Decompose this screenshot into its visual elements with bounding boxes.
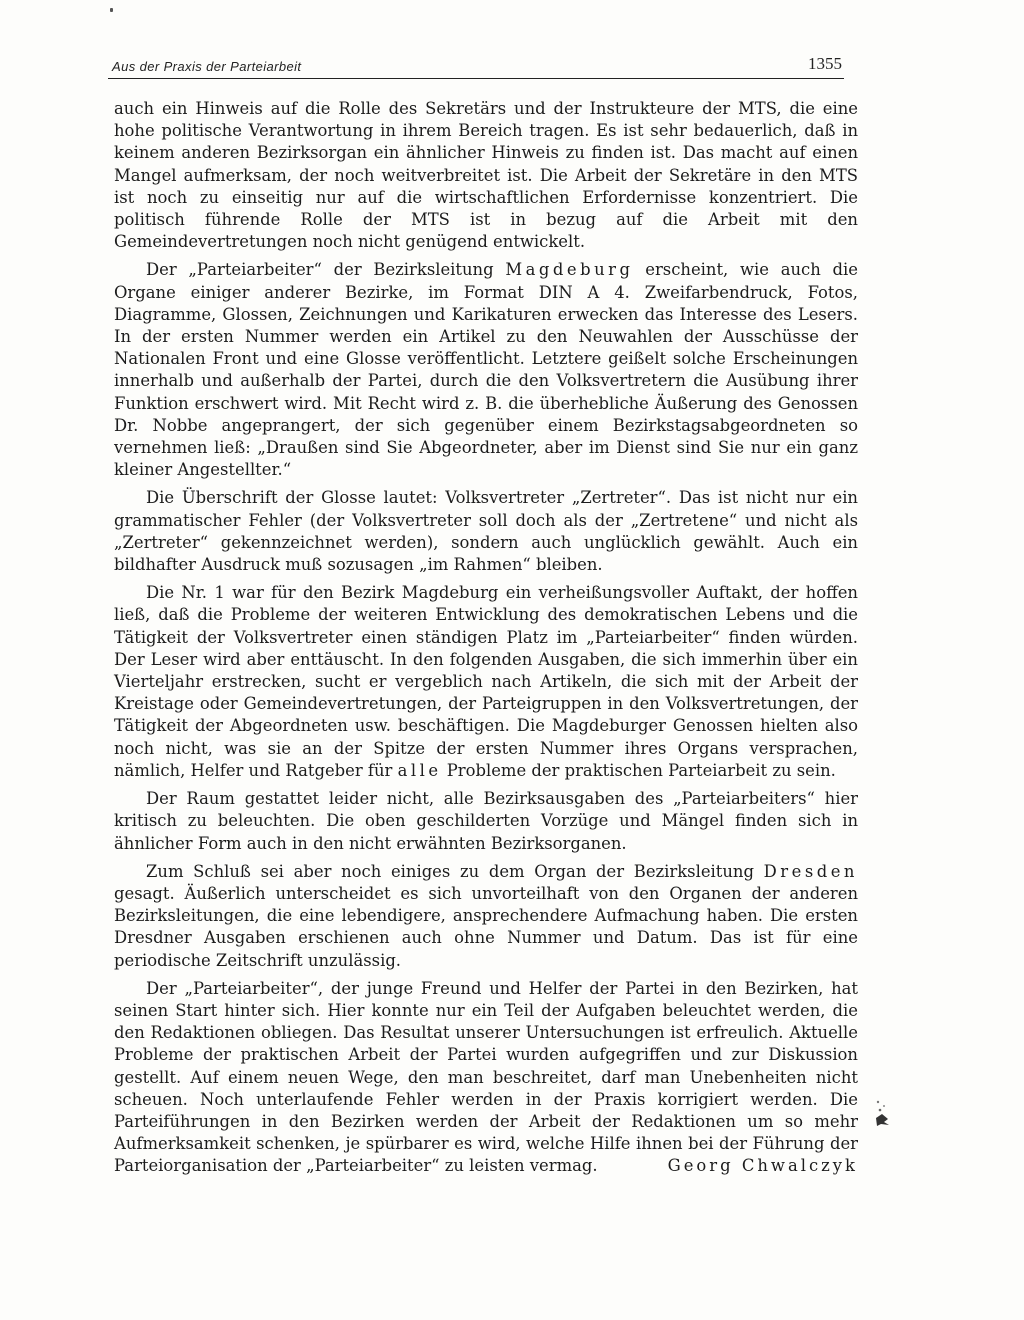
paragraph-text: Zum Schluß sei aber noch einiges zu dem Organ der Bezirksleitung bbox=[146, 861, 754, 881]
paragraph-text: Probleme der praktischen Parteiarbeit zu sein. bbox=[446, 760, 836, 780]
paragraph-text: auch ein Hinweis auf die Rolle des Sekretärs und der Instrukteure der MTS, die eine hohe politische Verantwortung in ihrem Bereich tragen. Es ist sehr bedauerlich, daß in keinem anderen Bezirksorgan ein ähnlicher Hinweis zu finden ist. Das macht auf einen Mangel aufmerksam, der noch weitverbreitet ist. Die Arbeit der Sekretäre in den MTS ist noch zu einseitig nur auf die wirtschaftlichen Erfordernisse konzentriert. Die politisch führende Rolle der MTS ist in bezug auf die Arbeit mit den Gemeindevertretungen noch nicht genügend entwickelt. bbox=[114, 99, 858, 252]
scan-speck bbox=[110, 8, 113, 12]
paragraph-6 bbox=[114, 861, 858, 972]
margin-smudge-icon bbox=[872, 1098, 894, 1128]
spaced-word: alle bbox=[397, 760, 442, 780]
running-title: Aus der Praxis der Parteiarbeit bbox=[112, 59, 302, 74]
paragraph-5 bbox=[114, 788, 858, 855]
paragraph-1 bbox=[114, 98, 858, 253]
spaced-word: Magdeburg bbox=[505, 260, 634, 280]
paragraph-text: Der „Parteiarbeiter“, der junge Freund und Helfer der Partei in den Bezirken, hat seinen Start hinter sich. Hier konnte nur ein Teil der Aufgaben beleuchtet werden, die den Redaktionen obliegen. Das Resultat unserer Untersuchungen ist erfreulich. Aktuelle Probleme der praktischen Arbeit der Partei wurden aufgegriffen und zur Diskussion gestellt. Auf einem neuen Wege, den man beschreitet, darf man Unebenheiten nicht scheuen. Noch unterlaufende Fehler werden in der Praxis korrigiert werden. Die Parteiführungen in den Bezirken werden der Arbeit der Redaktionen um so mehr Aufmerksamkeit schenken, je spürbarer es wird, welche Hilfe ihnen bei der Führung der Parteiorganisation der „Parteiarbeiter“ zu leisten vermag. bbox=[114, 978, 858, 1176]
paragraph-7 bbox=[114, 978, 858, 1178]
page-number: 1355 bbox=[808, 54, 842, 73]
spaced-word: Dresden bbox=[763, 861, 858, 881]
paragraph-2 bbox=[114, 259, 858, 481]
paragraph-text: erscheint, wie auch die Organe einiger anderer Bezirke, im Format DIN A 4. Zweifarbendruck, Fotos, Diagramme, Glossen, Zeichnungen und Karikaturen erwecken das Interesse des Lesers. In der ersten Nummer werden ein Artikel zu den Neuwahlen der Ausschüsse der Nationalen Front und eine Glosse veröffentlicht. Letztere geißelt solche Erscheinungen innerhalb und außerhalb der Partei, durch die den Volksvertretern die Ausübung ihrer Funktion erschwert wird. Mit Recht wird z. B. die überhebliche Äußerung des Genossen Dr. Nobbe angeprangert, der sich gegenüber einem Bezirkstagsabgeordneten so vernehmen ließ: „Draußen sind Sie Abgeordneter, aber im Dienst sind Sie nur ein ganz kleiner Angestellter.“ bbox=[114, 260, 858, 480]
paragraph-text: Der „Parteiarbeiter“ der Bezirksleitung bbox=[146, 260, 494, 280]
paragraph-4 bbox=[114, 582, 858, 782]
paragraph-text: Der Raum gestattet leider nicht, alle Bezirksausgaben des „Parteiarbeiters“ hier kritisch zu beleuchten. Die oben geschilderten Vorzüge und Mängel finden sich in ähnlicher Form auch in den nicht erwähnten Bezirksorganen. bbox=[114, 789, 858, 853]
paragraph-text: gesagt. Äußerlich unterscheidet es sich unvorteilhaft von den Organen der anderen Bezirksleitungen, die eine lebendigere, ansprechendere Aufmachung haben. Die ersten Dresdner Ausgaben erschienen auch ohne Nummer und Datum. Das ist für eine periodische Zeitschrift unzulässig. bbox=[114, 883, 858, 970]
article-body bbox=[114, 98, 858, 1184]
page-header bbox=[108, 44, 844, 79]
author-signature: Georg Chwalczyk bbox=[667, 1156, 858, 1176]
paragraph-text: Die Überschrift der Glosse lautet: Volksvertreter „Zertreter“. Das ist nicht nur ein grammatischer Fehler (der Volksvertreter soll doch als der „Zertretene“ und nicht als „Zertreter“ gekennzeichnet werden), sondern auch unglücklich gewählt. Auch ein bildhafter Ausdruck muß sozusagen „im Rahmen“ bleiben. bbox=[114, 488, 858, 575]
paragraph-3 bbox=[114, 487, 858, 576]
paragraph-text: Die Nr. 1 war für den Bezirk Magdeburg ein verheißungsvoller Auftakt, der hoffen ließ, daß die Probleme der weiteren Entwicklung des demokratischen Lebens und die Tätigkeit der Volksvertreter einen ständigen Platz im „Parteiarbeiter“ finden würden. Der Leser wird aber enttäuscht. In den folgenden Ausgaben, die sich immerhin über ein Vierteljahr erstrecken, sucht er vergeblich nach Artikeln, die sich mit der Arbeit der Kreistage oder Gemeindevertretungen, der Parteigruppen in den Volksvertretungen, der Tätigkeit der Abgeordneten usw. beschäftigen. Die Magdeburger Genossen hielten also noch nicht, was sie an der Spitze der ersten Nummer ihres Organs versprachen, nämlich, Helfer und Ratgeber für bbox=[114, 583, 858, 780]
